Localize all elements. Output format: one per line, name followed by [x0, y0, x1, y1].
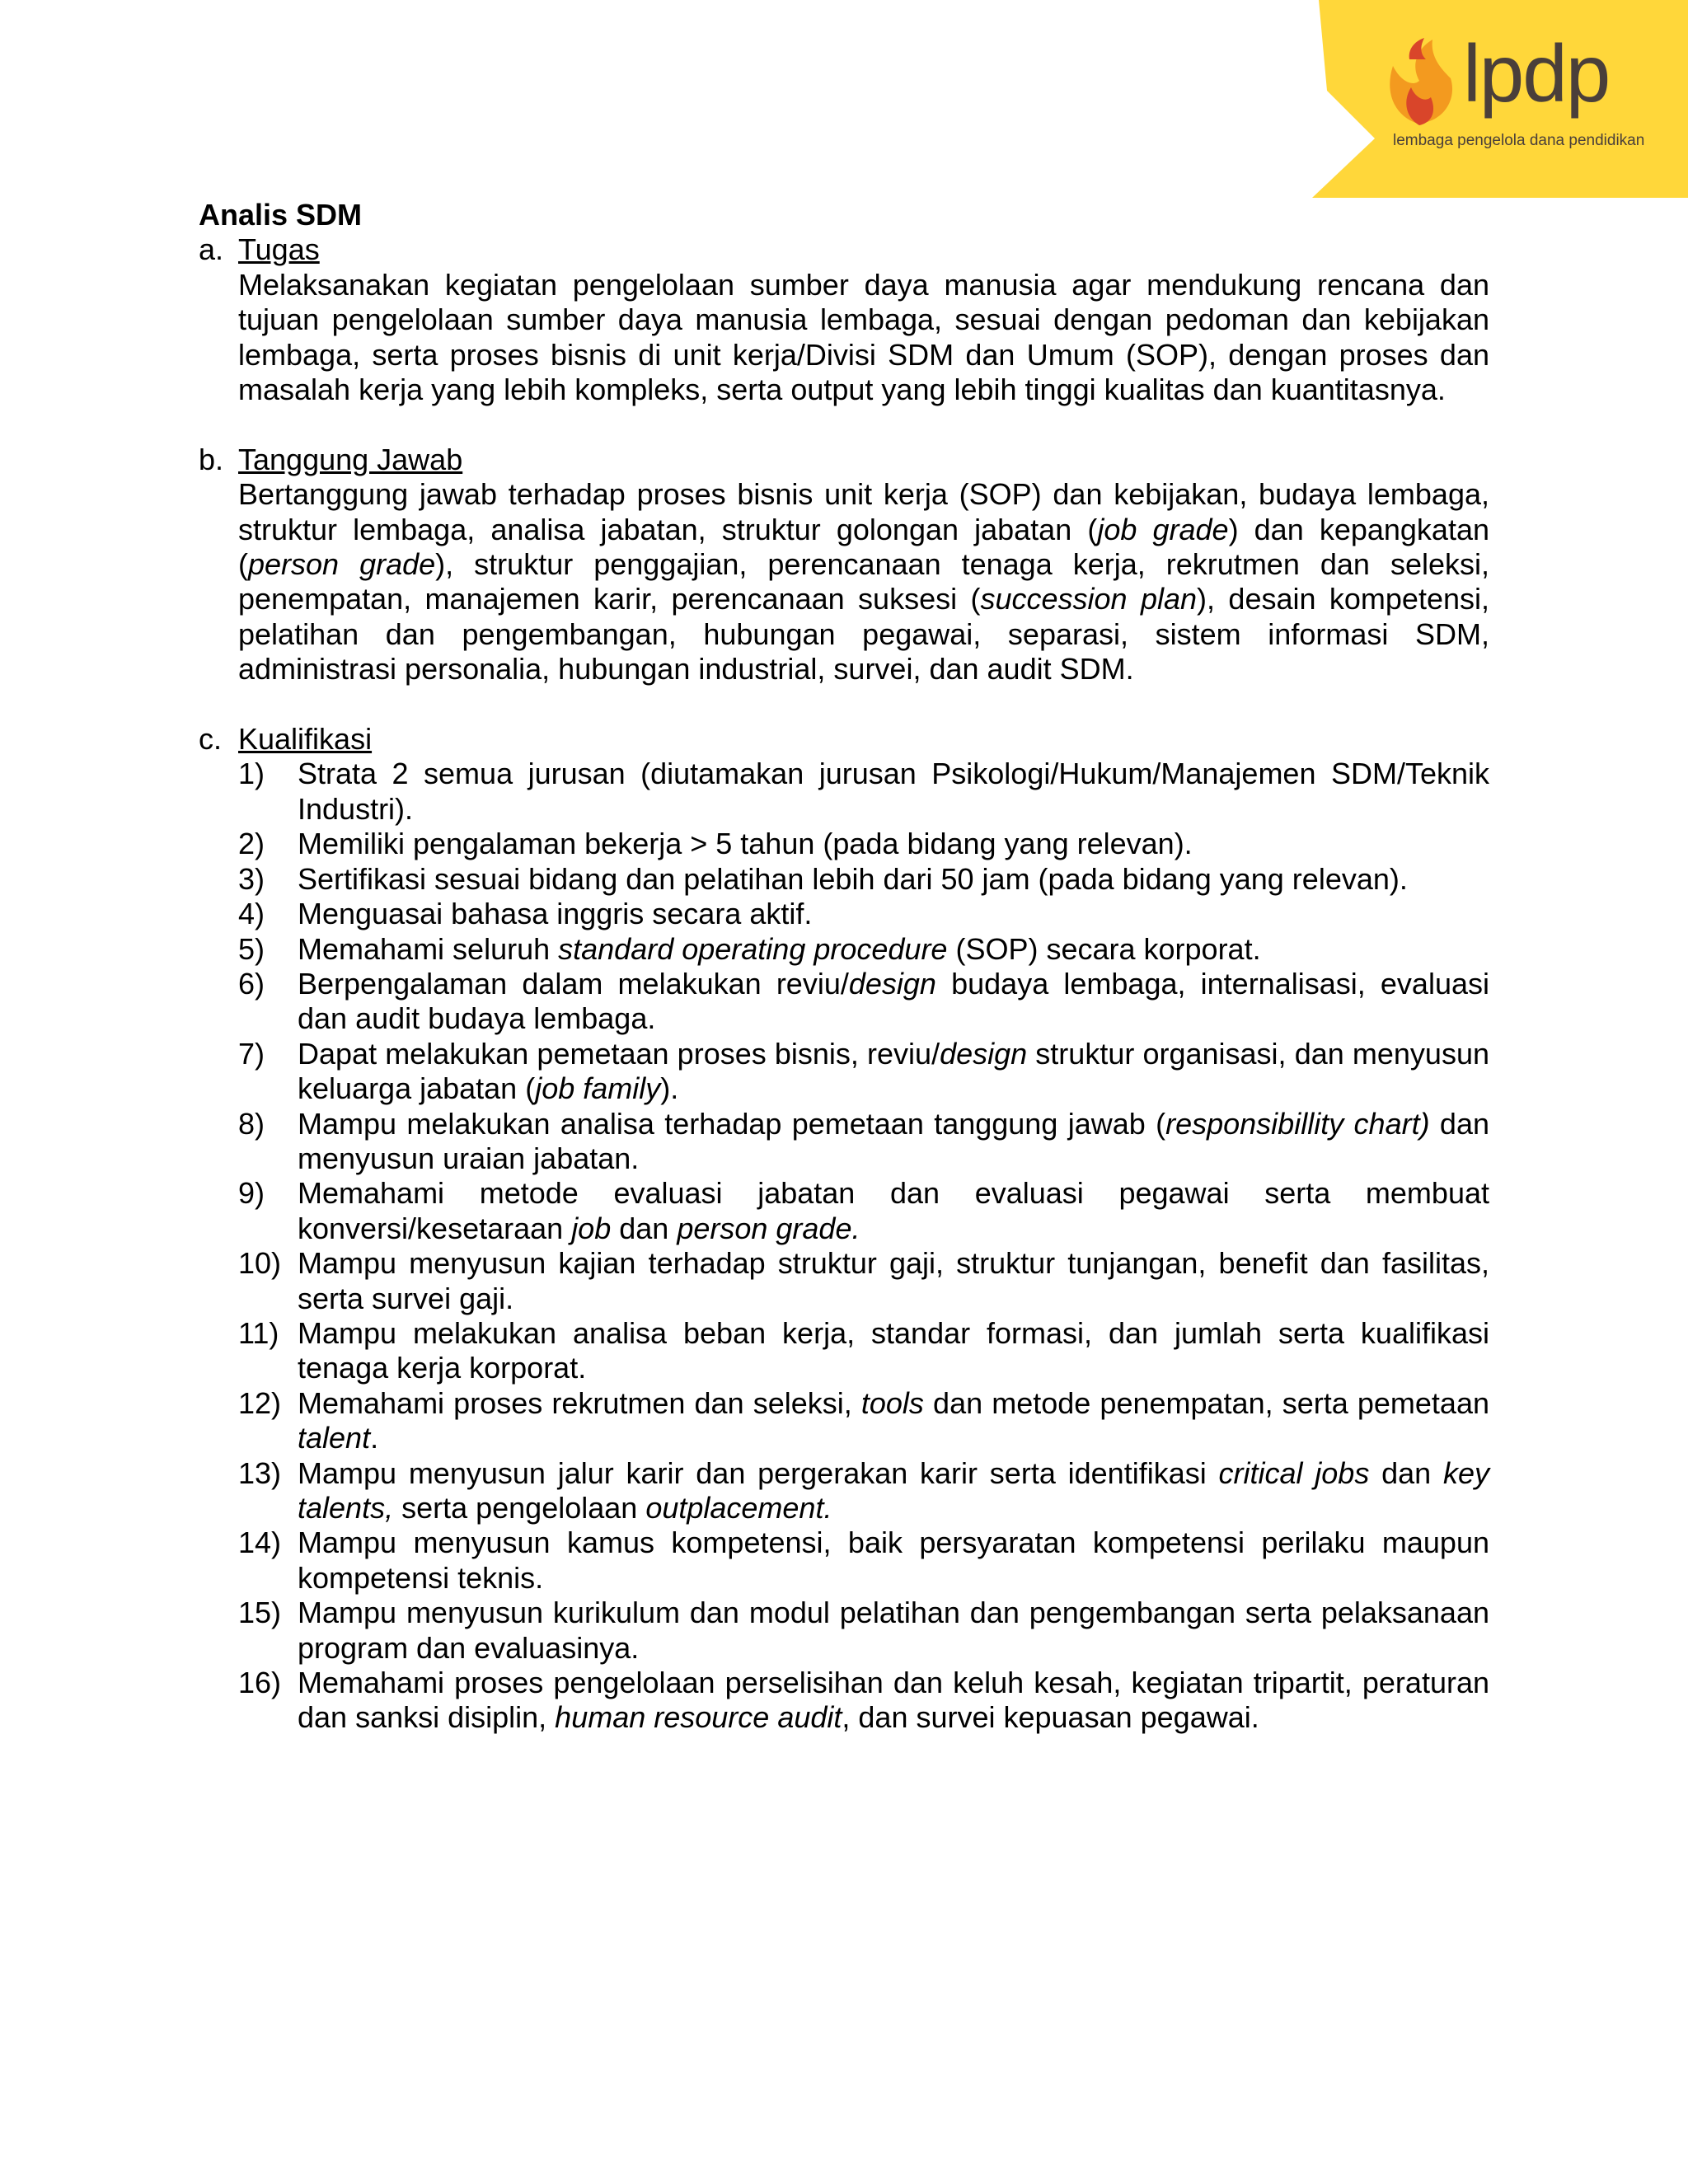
text-run: Strata 2 semua jurusan (diutamakan jurusan Psikologi/Hukum/Manajemen SDM/Teknik Industri). — [298, 757, 1489, 826]
list-item — [238, 1176, 1489, 1246]
item-number: 10) — [238, 1246, 282, 1281]
item-number: 11) — [238, 1315, 279, 1350]
item-text — [298, 1176, 1489, 1246]
item-number: 16) — [238, 1666, 282, 1700]
document-body — [199, 198, 1489, 1736]
item-text — [298, 1596, 1489, 1666]
text-run: Memahami seluruh — [298, 931, 559, 966]
logo-tagline: lembaga pengelola dana pendidikan — [1393, 132, 1645, 149]
text-run: Sertifikasi sesuai bidang dan pelatihan lebih dari 50 jam (pada bidang yang relevan). — [298, 861, 1408, 896]
text-run: ). — [660, 1071, 679, 1106]
item-number: 4) — [238, 897, 265, 931]
item-number: 15) — [238, 1596, 282, 1630]
text-run: struktur organisasi, dan menyusun keluarga jabatan ( — [298, 1036, 1489, 1106]
list-item — [238, 862, 1489, 897]
italic-term: design — [940, 1036, 1028, 1071]
section-label: Tanggung Jawab — [238, 442, 463, 476]
item-number: 2) — [238, 827, 265, 861]
list-item — [238, 1456, 1489, 1526]
text-run: Mampu menyusun kamus kompetensi, baik persyaratan kompetensi perilaku maupun kompetensi teknis. — [298, 1526, 1489, 1595]
list-item — [238, 1666, 1489, 1736]
text-run: budaya lembaga, internalisasi, evaluasi dan audit budaya lembaga. — [298, 966, 1489, 1036]
list-item — [238, 932, 1489, 967]
text-run: Mampu menyusun jalur karir dan pergerakan karir serta identifikasi — [298, 1455, 1219, 1490]
text-run: Memahami proses pengelolaan perselisihan dan keluh kesah, kegiatan tripartit, peraturan dan sanksi disiplin, — [298, 1666, 1489, 1735]
text-run: serta pengelolaan — [393, 1491, 646, 1525]
document-title: Analis SDM — [199, 198, 363, 232]
item-text — [298, 1526, 1489, 1596]
section-b-text — [199, 477, 1489, 687]
item-number: 6) — [238, 966, 265, 1001]
list-item — [238, 1386, 1489, 1456]
italic-term: talent — [298, 1421, 371, 1455]
qualification-list — [199, 757, 1489, 1735]
item-number: 7) — [238, 1036, 265, 1071]
italic-term: job — [571, 1211, 612, 1245]
item-number: 1) — [238, 757, 265, 791]
italic-term: key talents, — [298, 1455, 1489, 1525]
text-run: . — [370, 1421, 379, 1455]
section-label: Kualifikasi — [238, 722, 373, 757]
item-text — [298, 827, 1489, 861]
list-item — [238, 897, 1489, 931]
spacer — [199, 687, 1489, 722]
text-run: ), desain kompetensi, pelatihan dan pengembangan, hubungan pegawai, separasi, sistem informasi SDM, administrasi personalia, hubungan industrial, survei, dan audit SDM. — [238, 582, 1489, 687]
item-number: 5) — [238, 931, 265, 966]
logo-banner — [0, 0, 1688, 202]
spacer — [199, 407, 1489, 442]
section-a-heading — [199, 232, 1489, 267]
item-text — [298, 862, 1489, 897]
italic-term: outplacement. — [645, 1491, 832, 1525]
item-number: 14) — [238, 1526, 282, 1560]
item-number: 9) — [238, 1176, 265, 1211]
header-logo — [0, 0, 1688, 202]
text-run: ), struktur penggajian, perencanaan tenaga kerja, rekrutmen dan seleksi, penempatan, manajemen karir, perencanaan suksesi ( — [238, 547, 1489, 616]
item-text — [298, 897, 1489, 931]
item-text — [298, 967, 1489, 1037]
item-text — [298, 757, 1489, 827]
section-a-text: Melaksanakan kegiatan pengelolaan sumber daya manusia agar mendukung rencana dan tujuan pengelolaan sumber daya manusia lembaga, sesuai dengan pedoman dan kebijakan lembaga, serta proses bisnis di unit kerja/Divisi SDM dan Umum (SOP), dengan proses dan masalah kerja yang lebih kompleks, serta output yang lebih tinggi kualitas dan kuantitasnya. — [238, 267, 1489, 407]
text-run: Menguasai bahasa inggris secara aktif. — [298, 897, 813, 931]
list-item — [238, 1246, 1489, 1316]
text-run: dan — [611, 1211, 678, 1245]
item-number: 13) — [238, 1455, 282, 1490]
text-run: Mampu melakukan analisa beban kerja, standar formasi, dan jumlah serta kualifikasi tenaga kerja korporat. — [298, 1315, 1489, 1385]
logo-text: lpdp — [1463, 28, 1610, 119]
text-run: Mampu menyusun kurikulum dan modul pelatihan dan pengembangan serta pelaksanaan program dan evaluasinya. — [298, 1596, 1489, 1665]
text-run: dan — [1369, 1455, 1443, 1490]
section-label: Tugas — [238, 232, 320, 267]
list-item — [238, 1316, 1489, 1386]
text-run: (SOP) secara korporat. — [947, 931, 1261, 966]
list-item — [238, 1596, 1489, 1666]
item-text — [298, 1246, 1489, 1316]
italic-term: job grade — [1097, 512, 1229, 546]
italic-term: design — [848, 966, 936, 1001]
item-text — [298, 1316, 1489, 1386]
text-run: Memahami proses rekrutmen dan seleksi, — [298, 1385, 861, 1420]
text-run: dan menyusun uraian jabatan. — [298, 1106, 1489, 1175]
item-text — [298, 932, 1489, 967]
text-run: Bertanggung jawab terhadap proses bisnis unit kerja (SOP) dan kebijakan, budaya lembaga, struktur lembaga, analisa jabatan, struktur golongan jabatan ( — [238, 477, 1489, 546]
text-run: , dan survei kepuasan pegawai. — [842, 1700, 1259, 1735]
text-run: ) dan kepangkatan ( — [238, 512, 1490, 582]
text-run: Mampu menyusun kajian terhadap struktur gaji, struktur tunjangan, benefit dan fasilitas, serta survei gaji. — [298, 1246, 1489, 1315]
italic-term: responsibillity chart) — [1165, 1106, 1430, 1141]
item-text — [298, 1386, 1489, 1456]
italic-term: person grade — [248, 547, 436, 582]
italic-term: human resource audit — [555, 1700, 842, 1735]
item-number: 8) — [238, 1106, 265, 1141]
list-item — [238, 757, 1489, 827]
italic-term: critical jobs — [1218, 1455, 1370, 1490]
italic-term: standard operating procedure — [558, 931, 948, 966]
list-item — [238, 967, 1489, 1037]
list-item — [238, 1107, 1489, 1177]
italic-term: person grade. — [677, 1211, 860, 1245]
text-run: Dapat melakukan pemetaan proses bisnis, reviu/ — [298, 1036, 940, 1071]
text-run: Memahami metode evaluasi jabatan dan evaluasi pegawai serta membuat konversi/kesetaraan — [298, 1176, 1489, 1245]
section-b-heading — [199, 443, 1489, 477]
section-letter: c. — [199, 722, 223, 757]
section-c-heading — [199, 722, 1489, 757]
text-run: dan metode penempatan, serta pemetaan — [923, 1385, 1489, 1420]
list-item — [238, 1037, 1489, 1107]
item-number: 3) — [238, 861, 265, 896]
text-run: Memiliki pengalaman bekerja > 5 tahun (pada bidang yang relevan). — [298, 827, 1193, 861]
list-item — [238, 1526, 1489, 1596]
section-letter: b. — [199, 442, 224, 476]
italic-term: job family — [535, 1071, 661, 1106]
text-run: Berpengalaman dalam melakukan reviu/ — [298, 966, 849, 1001]
item-text — [298, 1037, 1489, 1107]
item-number: 12) — [238, 1385, 282, 1420]
item-text — [298, 1666, 1489, 1736]
section-letter: a. — [199, 232, 224, 267]
list-item — [238, 827, 1489, 861]
text-run: Mampu melakukan analisa terhadap pemetaan tanggung jawab ( — [298, 1106, 1166, 1141]
item-text — [298, 1107, 1489, 1177]
item-text — [298, 1456, 1489, 1526]
italic-term: tools — [860, 1385, 924, 1420]
italic-term: succession plan — [980, 582, 1198, 616]
